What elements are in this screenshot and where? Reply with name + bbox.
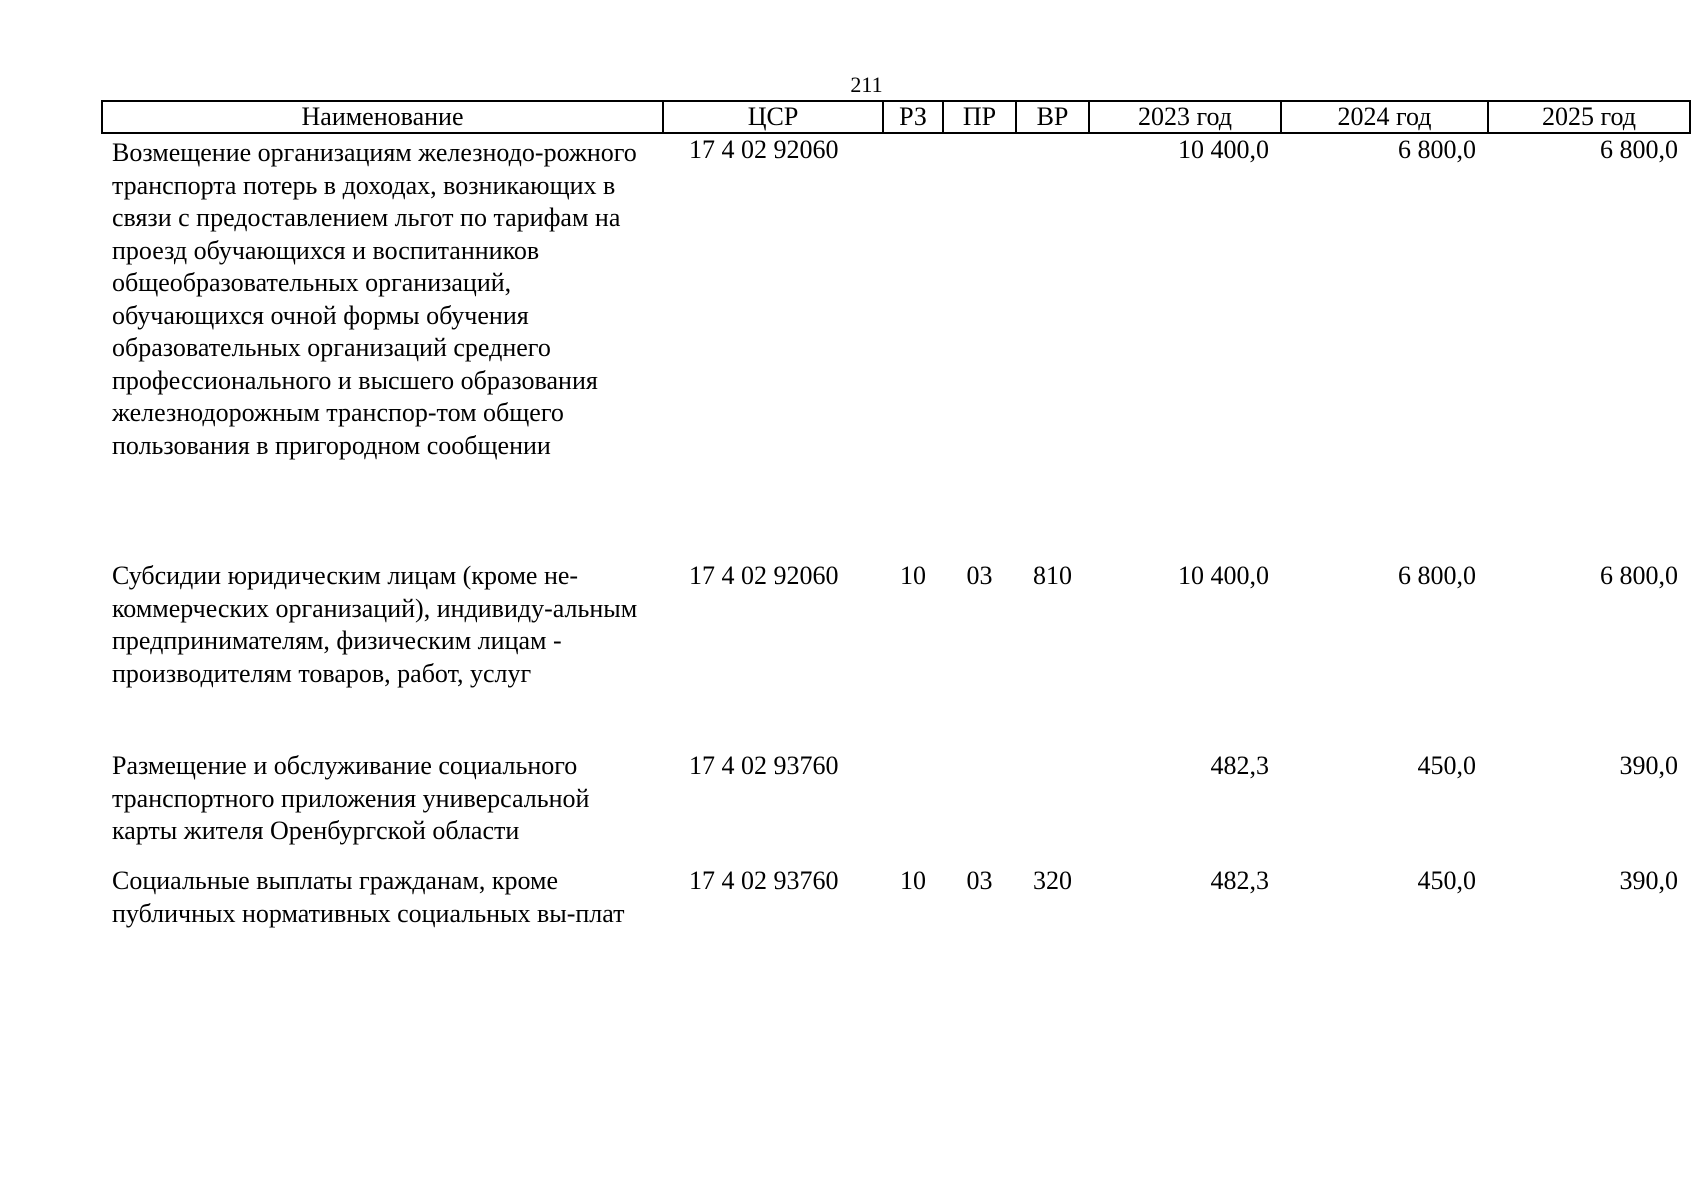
row-vr (1016, 750, 1089, 865)
header-name: Наименование (102, 101, 663, 133)
row-csr: 17 4 02 92060 (689, 561, 839, 590)
row-2025: 6 800,0 (1600, 135, 1678, 164)
table-row (102, 560, 1690, 750)
header-2024: 2024 год (1281, 101, 1488, 133)
row-2024: 6 800,0 (1398, 561, 1476, 590)
row-2023: 482,3 (1210, 751, 1269, 780)
header-rz: РЗ (883, 101, 943, 133)
row-2024: 450,0 (1417, 866, 1476, 895)
row-name: Субсидии юридическим лицам (кроме не-коммерческих организаций), индивиду-альным предпринимателям, физическим лицам - производителям товаров, работ, услуг (112, 561, 638, 688)
row-rz (883, 750, 943, 865)
row-pr: 03 (966, 866, 993, 895)
table-row (102, 865, 1690, 930)
row-csr: 17 4 02 93760 (689, 751, 839, 780)
header-2023: 2023 год (1089, 101, 1281, 133)
table-body (102, 133, 1690, 930)
row-2024: 450,0 (1417, 751, 1476, 780)
page-number: 211 (850, 72, 883, 97)
row-2023: 10 400,0 (1178, 135, 1269, 164)
row-rz (883, 133, 943, 560)
row-csr: 17 4 02 93760 (689, 866, 839, 895)
row-pr (943, 133, 1016, 560)
row-2025: 6 800,0 (1600, 561, 1678, 590)
header-vr: ВР (1016, 101, 1089, 133)
table-header (102, 101, 1690, 133)
header-pr: ПР (943, 101, 1016, 133)
table-row (102, 750, 1690, 865)
row-2023: 10 400,0 (1178, 561, 1269, 590)
table-row (102, 133, 1690, 560)
row-vr (1016, 133, 1089, 560)
row-rz: 10 (900, 866, 926, 895)
row-2023: 482,3 (1210, 866, 1269, 895)
row-2025: 390,0 (1619, 866, 1678, 895)
row-2025: 390,0 (1619, 751, 1678, 780)
row-name: Возмещение организациям железнодо-рожного транспорта потерь в доходах, возникающих в связи с предоставлением льгот по тарифам на проезд обучающихся и воспитанников общеобразовательных организаций, обучающихся очной формы обучения образовательных организаций среднего профессионального и высшего образования железнодорожным транспор-том общего пользования в пригородном сообщении (112, 138, 637, 460)
row-rz: 10 (900, 561, 926, 590)
header-csr: ЦСР (663, 101, 883, 133)
row-vr: 320 (1033, 866, 1072, 895)
header-2025: 2025 год (1488, 101, 1690, 133)
budget-table (101, 100, 1691, 930)
row-pr: 03 (966, 561, 993, 590)
row-2024: 6 800,0 (1398, 135, 1476, 164)
row-csr: 17 4 02 92060 (689, 135, 839, 164)
header-row (102, 101, 1690, 133)
row-name: Социальные выплаты гражданам, кроме публичных нормативных социальных вы-плат (112, 866, 625, 928)
row-name: Размещение и обслуживание социального транспортного приложения универсальной карты жителя Оренбургской области (112, 751, 590, 845)
row-pr (943, 750, 1016, 865)
row-vr: 810 (1033, 561, 1072, 590)
